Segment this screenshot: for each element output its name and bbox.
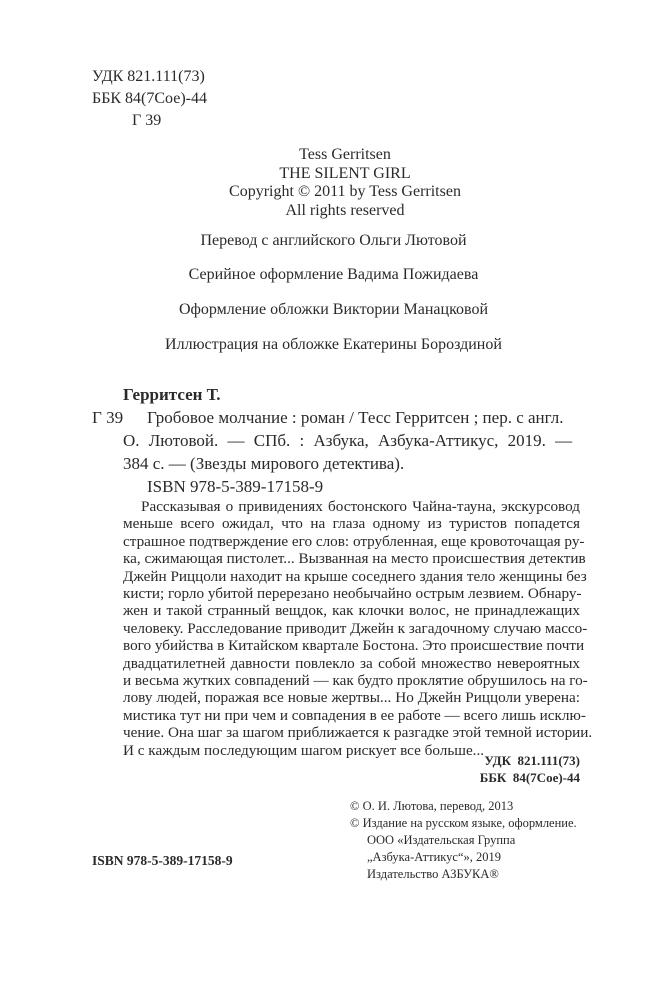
abstract-line: Рассказывая о привидениях бостонского Чайна-тауна, экскурсовод — [141, 498, 580, 515]
credit-cover-design: Оформление обложки Виктории Манацковой — [178, 301, 489, 318]
bib-line: 384 с. — (Звезды мирового детектива). — [123, 454, 405, 473]
credit-translation: Перевод с английского Ольги Лютовой — [200, 232, 467, 249]
abstract-line: чение. Она шаг за шагом приближается к разгадке этой темной истории. — [123, 724, 593, 742]
publisher-imprint: Издательство АЗБУКА® — [367, 867, 499, 881]
isbn: ISBN 978-5-389-17158-9 — [92, 853, 233, 868]
abstract-line: двадцатилетней давности повлекло за собой множество невероятных — [123, 654, 580, 672]
abstract-line: меньше всего ожидал, что на глаза одному из туристов попадется — [123, 515, 580, 533]
bib-mark: Г 39 — [92, 408, 124, 427]
book-abstract — [123, 498, 593, 759]
abstract-line: кисти; горло убитой перерезано необычайно острым лезвием. Обнару- — [123, 585, 582, 603]
classification-block — [92, 66, 207, 132]
credit-illustration: Иллюстрация на обложке Екатерины Бороздиной — [165, 336, 502, 353]
bib-line: О. Лютовой. — СПб. : Азбука, Азбука-Аттикус, 2019. — — [123, 431, 573, 450]
abstract-line: страшное подтверждение его слов: отрубленная, еще кровоточащая ру- — [123, 532, 585, 550]
footer-classification — [480, 752, 580, 786]
abstract-line: вого убийства в Китайском квартале Бостона. Это происшествие почти — [123, 637, 585, 655]
abstract-line: человеку. Расследование приводит Джейн к загадочному случаю массо- — [123, 619, 588, 637]
original-title: THE SILENT GIRL — [279, 164, 411, 182]
bib-isbn: ISBN 978-5-389-17158-9 — [147, 477, 324, 496]
author-mark: Г 39 — [132, 112, 162, 129]
bib-line: Гробовое молчание : роман / Тесс Герритсен ; пер. с англ. — [147, 408, 564, 427]
copyright-translation: © О. И. Лютова, перевод, 2013 — [350, 799, 514, 813]
copyright-publisher: ООО «Издательская Группа — [367, 833, 516, 847]
original-rights: All rights reserved — [285, 201, 405, 219]
original-author: Tess Gerritsen — [299, 146, 391, 163]
abstract-line: И с каждым последующим шагом рискует все больше... — [123, 741, 485, 759]
credit-series-design: Серийное оформление Вадима Пожидаева — [188, 266, 479, 283]
bbk-code: ББК 84(7Сое)-44 — [92, 90, 207, 107]
copyright-publisher-name: „Азбука-Аттикус“», 2019 — [367, 850, 502, 864]
footer-bbk: ББК 84(7Сое)-44 — [479, 770, 580, 785]
original-copyright: Copyright © 2011 by Tess Gerritsen — [229, 183, 461, 200]
udk-code: УДК 821.111(73) — [92, 68, 205, 85]
bib-author: Герритсен Т. — [123, 385, 221, 404]
footer-udk: УДК 821.111(73) — [484, 753, 580, 768]
abstract-line: Джейн Риццоли находит на крыше соседнего здания тело женщины без — [123, 567, 587, 585]
copyright-edition: © Издание на русском языке, оформление. — [350, 816, 577, 830]
abstract-line: и весьма жутких совпадений — как будто проклятие обрушилось на го- — [123, 672, 588, 690]
copyright-notices — [350, 798, 577, 883]
abstract-line: мистика тут ни при чем и совпадения в ее работе — всего лишь исклю- — [123, 706, 586, 724]
abstract-line: лову людей, поражая все новые жертвы... Но Джейн Риццоли уверена: — [123, 689, 580, 707]
abstract-line: ка, сжимающая пистолет... Вызванная на место происшествия детектив — [123, 550, 586, 568]
original-edition-info — [20, 146, 667, 220]
abstract-line: жен и такой странный вещдок, как клочки волос, не принадлежащих — [123, 602, 580, 620]
